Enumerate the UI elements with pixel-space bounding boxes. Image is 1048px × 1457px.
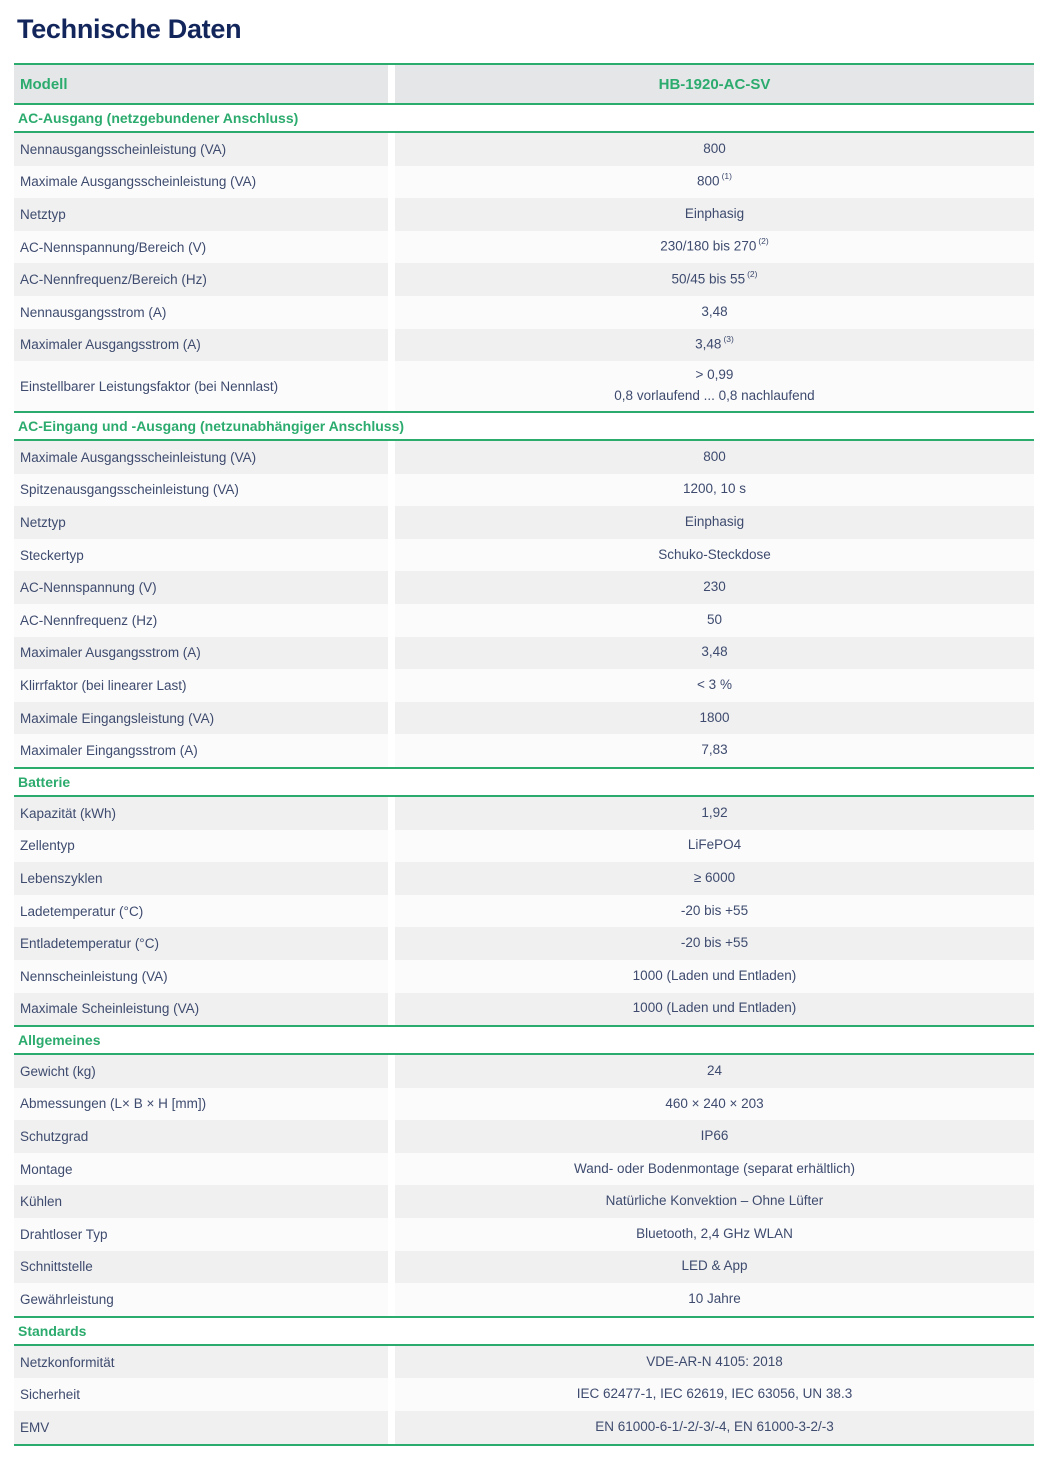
spec-value-line [707, 610, 722, 631]
spec-label: Steckertyp [14, 539, 388, 572]
table-row [14, 895, 1034, 928]
table-row [14, 1218, 1034, 1251]
spec-value-line [707, 1061, 722, 1082]
spec-value-text: Schuko-Steckdose [658, 546, 771, 562]
spec-value [395, 604, 1034, 637]
model-header-label: Modell [14, 65, 388, 103]
section-rows [14, 441, 1034, 767]
section-title: Allgemeines [14, 1027, 1034, 1055]
spec-value-footnote: (2) [758, 236, 769, 247]
spec-label: Maximale Ausgangsscheinleistung (VA) [14, 166, 388, 199]
table-row [14, 133, 1034, 166]
spec-value [395, 797, 1034, 830]
spec-label: Sicherheit [14, 1378, 388, 1411]
spec-label: Maximaler Ausgangsstrom (A) [14, 637, 388, 670]
spec-value-text: 230 [703, 579, 726, 595]
spec-value [395, 296, 1034, 329]
spec-value-line [703, 447, 726, 468]
spec-value-line [694, 868, 735, 889]
spec-value [395, 329, 1034, 362]
spec-value-text: 800 [703, 140, 726, 156]
table-row [14, 474, 1034, 507]
spec-value [395, 669, 1034, 702]
spec-value-text: 7,83 [701, 742, 728, 758]
spec-value-text: 1800 [699, 709, 730, 725]
table-row [14, 927, 1034, 960]
section-rows [14, 133, 1034, 411]
spec-label: Nennausgangsscheinleistung (VA) [14, 133, 388, 166]
spec-value [395, 702, 1034, 735]
spec-value-text: 3,48 [695, 336, 722, 352]
table-row [14, 1185, 1034, 1218]
spec-value-footnote: (2) [747, 268, 758, 279]
spec-section [14, 1316, 1034, 1444]
spec-value-line [695, 334, 734, 355]
spec-value-line [688, 1289, 741, 1310]
spec-label: Einstellbarer Leistungsfaktor (bei Nennlast) [14, 361, 388, 411]
spec-value-line [683, 479, 746, 500]
table-row [14, 1411, 1034, 1444]
spec-value [395, 263, 1034, 296]
table-row [14, 1378, 1034, 1411]
spec-value-text: Wand- oder Bodenmontage (separat erhältlich) [574, 1160, 855, 1176]
spec-value-line [633, 998, 797, 1019]
spec-value-line [701, 803, 727, 824]
spec-table [14, 63, 1034, 1446]
spec-label: Spitzenausgangsscheinleistung (VA) [14, 474, 388, 507]
table-row [14, 702, 1034, 735]
spec-value-text: > 0,99 [695, 367, 734, 383]
spec-value-text: 800 [703, 448, 726, 464]
spec-value [395, 830, 1034, 863]
spec-value [395, 1411, 1034, 1444]
spec-value-line [688, 835, 741, 856]
spec-value [395, 231, 1034, 264]
table-row [14, 1346, 1034, 1379]
spec-value [395, 1218, 1034, 1251]
section-title: AC-Ausgang (netzgebundener Anschluss) [14, 105, 1034, 133]
spec-value [395, 1378, 1034, 1411]
table-row [14, 166, 1034, 199]
spec-value [395, 506, 1034, 539]
spec-value-text: LiFePO4 [687, 837, 742, 853]
spec-value-footnote: (3) [723, 334, 734, 345]
table-row [14, 539, 1034, 572]
spec-value-line [636, 1224, 793, 1245]
spec-value-text: 50 [706, 611, 723, 627]
table-row [14, 604, 1034, 637]
table-row [14, 830, 1034, 863]
spec-label: Montage [14, 1153, 388, 1186]
spec-value-line [685, 512, 744, 533]
spec-section [14, 767, 1034, 1025]
spec-label: Klirrfaktor (bei linearer Last) [14, 669, 388, 702]
spec-value-line [697, 171, 732, 192]
spec-value-line [633, 966, 797, 987]
table-row [14, 960, 1034, 993]
spec-label: Netztyp [14, 506, 388, 539]
spec-value [395, 1251, 1034, 1284]
spec-value [395, 1185, 1034, 1218]
spec-label: AC-Nennfrequenz (Hz) [14, 604, 388, 637]
table-row [14, 797, 1034, 830]
model-header-value: HB-1920-AC-SV [395, 65, 1034, 103]
spec-value-text: Einphasig [684, 514, 745, 530]
table-header-row [14, 63, 1034, 103]
spec-value-line [681, 933, 748, 954]
table-row [14, 571, 1034, 604]
spec-section [14, 103, 1034, 411]
spec-label: Lebenszyklen [14, 862, 388, 895]
table-row [14, 993, 1034, 1026]
spec-value-line [701, 302, 727, 323]
spec-label: Entladetemperatur (°C) [14, 927, 388, 960]
spec-value-text: VDE-AR-N 4105: 2018 [646, 1353, 783, 1369]
spec-label: Netzkonformität [14, 1346, 388, 1379]
spec-label: Schutzgrad [14, 1120, 388, 1153]
spec-label: Maximaler Ausgangsstrom (A) [14, 329, 388, 362]
spec-value-text: Bluetooth, 2,4 GHz WLAN [636, 1225, 793, 1241]
spec-value [395, 1153, 1034, 1186]
spec-value [395, 133, 1034, 166]
spec-value-line [703, 139, 726, 160]
spec-label: Maximale Eingangsleistung (VA) [14, 702, 388, 735]
spec-value-line [574, 1159, 855, 1180]
spec-value-line [658, 545, 771, 566]
spec-value-text: EN 61000-6-1/-2/-3/-4, EN 61000-3-2/-3 [595, 1418, 834, 1434]
spec-value [395, 960, 1034, 993]
spec-value-text: 1200, 10 s [682, 481, 747, 497]
spec-label: Ladetemperatur (°C) [14, 895, 388, 928]
spec-value-text: 3,48 [701, 303, 728, 319]
spec-value [395, 361, 1034, 411]
spec-value-text: 1000 (Laden und Entladen) [632, 967, 797, 983]
spec-value [395, 539, 1034, 572]
spec-value-text: 10 Jahre [688, 1291, 741, 1307]
spec-label: Nennausgangsstrom (A) [14, 296, 388, 329]
spec-value-footnote: (1) [721, 171, 732, 182]
spec-value-line [665, 1094, 763, 1115]
table-row [14, 1055, 1034, 1088]
table-row [14, 862, 1034, 895]
spec-value-line2: 0,8 vorlaufend ... 0,8 nachlaufend [614, 388, 815, 404]
spec-label: AC-Nennspannung/Bereich (V) [14, 231, 388, 264]
spec-value-text: 800 [697, 173, 720, 189]
page-title: Technische Daten [17, 14, 242, 44]
spec-value-line [701, 740, 727, 761]
spec-label: Kapazität (kWh) [14, 797, 388, 830]
spec-section [14, 1025, 1034, 1316]
spec-value-text: -20 bis +55 [680, 902, 749, 918]
spec-label: Drahtloser Typ [14, 1218, 388, 1251]
spec-label: Abmessungen (L× B × H [mm]) [14, 1088, 388, 1121]
spec-label: Kühlen [14, 1185, 388, 1218]
spec-label: Maximale Ausgangsscheinleistung (VA) [14, 441, 388, 474]
spec-value-line [699, 708, 729, 729]
table-row [14, 231, 1034, 264]
table-row [14, 198, 1034, 231]
spec-value [395, 734, 1034, 767]
spec-value-text: 460 × 240 × 203 [665, 1095, 764, 1111]
section-title: Batterie [14, 769, 1034, 797]
spec-label: Maximaler Eingangsstrom (A) [14, 734, 388, 767]
table-row [14, 1283, 1034, 1316]
spec-value-text: IEC 62477-1, IEC 62619, IEC 63056, UN 38.3 [576, 1386, 853, 1402]
spec-value [395, 862, 1034, 895]
spec-value-text: -20 bis +55 [680, 935, 749, 951]
spec-label: Netztyp [14, 198, 388, 231]
spec-value [395, 1088, 1034, 1121]
section-title: AC-Eingang und -Ausgang (netzunabhängiger Anschluss) [14, 413, 1034, 441]
spec-value-text: IP66 [700, 1128, 729, 1144]
table-row [14, 637, 1034, 670]
table-row [14, 1153, 1034, 1186]
section-rows [14, 1346, 1034, 1444]
table-row [14, 361, 1034, 411]
spec-value-text: 3,48 [701, 644, 728, 660]
spec-value [395, 474, 1034, 507]
spec-value [395, 1283, 1034, 1316]
spec-value [395, 1120, 1034, 1153]
spec-label: Gewicht (kg) [14, 1055, 388, 1088]
spec-value-text: Natürliche Konvektion – Ohne Lüfter [605, 1193, 824, 1209]
spec-value [395, 1055, 1034, 1088]
spec-value [395, 895, 1034, 928]
spec-value-text: Einphasig [684, 206, 745, 222]
table-row [14, 734, 1034, 767]
spec-value-line [701, 1126, 729, 1147]
spec-value-text: 230/180 bis 270 [660, 238, 757, 254]
spec-value-line [681, 1256, 747, 1277]
spec-value-text: 50/45 bis 55 [671, 271, 746, 287]
table-row [14, 1120, 1034, 1153]
spec-label: AC-Nennspannung (V) [14, 571, 388, 604]
spec-value-line [660, 236, 768, 257]
spec-value [395, 571, 1034, 604]
table-row [14, 263, 1034, 296]
table-row [14, 296, 1034, 329]
section-rows [14, 1055, 1034, 1316]
spec-value-line [701, 642, 727, 663]
spec-value [395, 993, 1034, 1026]
spec-value [395, 637, 1034, 670]
spec-value [395, 198, 1034, 231]
spec-label: Gewährleistung [14, 1283, 388, 1316]
spec-value [395, 927, 1034, 960]
spec-value-line [696, 365, 734, 386]
table-row [14, 329, 1034, 362]
table-row [14, 669, 1034, 702]
section-rows [14, 797, 1034, 1025]
spec-value-line [577, 1384, 852, 1405]
spec-value-text: LED & App [681, 1258, 748, 1274]
spec-label: Zellentyp [14, 830, 388, 863]
spec-value-line [595, 1417, 834, 1438]
section-title: Standards [14, 1318, 1034, 1346]
spec-value-line [685, 204, 744, 225]
table-row [14, 1251, 1034, 1284]
spec-label: AC-Nennfrequenz/Bereich (Hz) [14, 263, 388, 296]
spec-label: Schnittstelle [14, 1251, 388, 1284]
spec-value [395, 1346, 1034, 1379]
spec-label: EMV [14, 1411, 388, 1444]
spec-value-line [681, 901, 748, 922]
spec-value-text: < 3 % [697, 676, 732, 692]
sections-container [14, 103, 1034, 1444]
spec-label: Nennscheinleistung (VA) [14, 960, 388, 993]
spec-value-line [672, 269, 758, 290]
spec-section [14, 411, 1034, 767]
spec-value-line [646, 1352, 783, 1373]
spec-value-text: 1000 (Laden und Entladen) [632, 1000, 797, 1016]
spec-value-line [703, 577, 726, 598]
spec-value [395, 166, 1034, 199]
spec-value-text: ≥ 6000 [693, 869, 736, 885]
spec-value-text: 24 [706, 1062, 723, 1078]
spec-value-text: 1,92 [701, 804, 728, 820]
spec-label: Maximale Scheinleistung (VA) [14, 993, 388, 1026]
table-row [14, 1088, 1034, 1121]
spec-value-line [606, 1191, 824, 1212]
spec-value-line [697, 675, 732, 696]
spec-value [395, 441, 1034, 474]
table-row [14, 441, 1034, 474]
table-row [14, 506, 1034, 539]
